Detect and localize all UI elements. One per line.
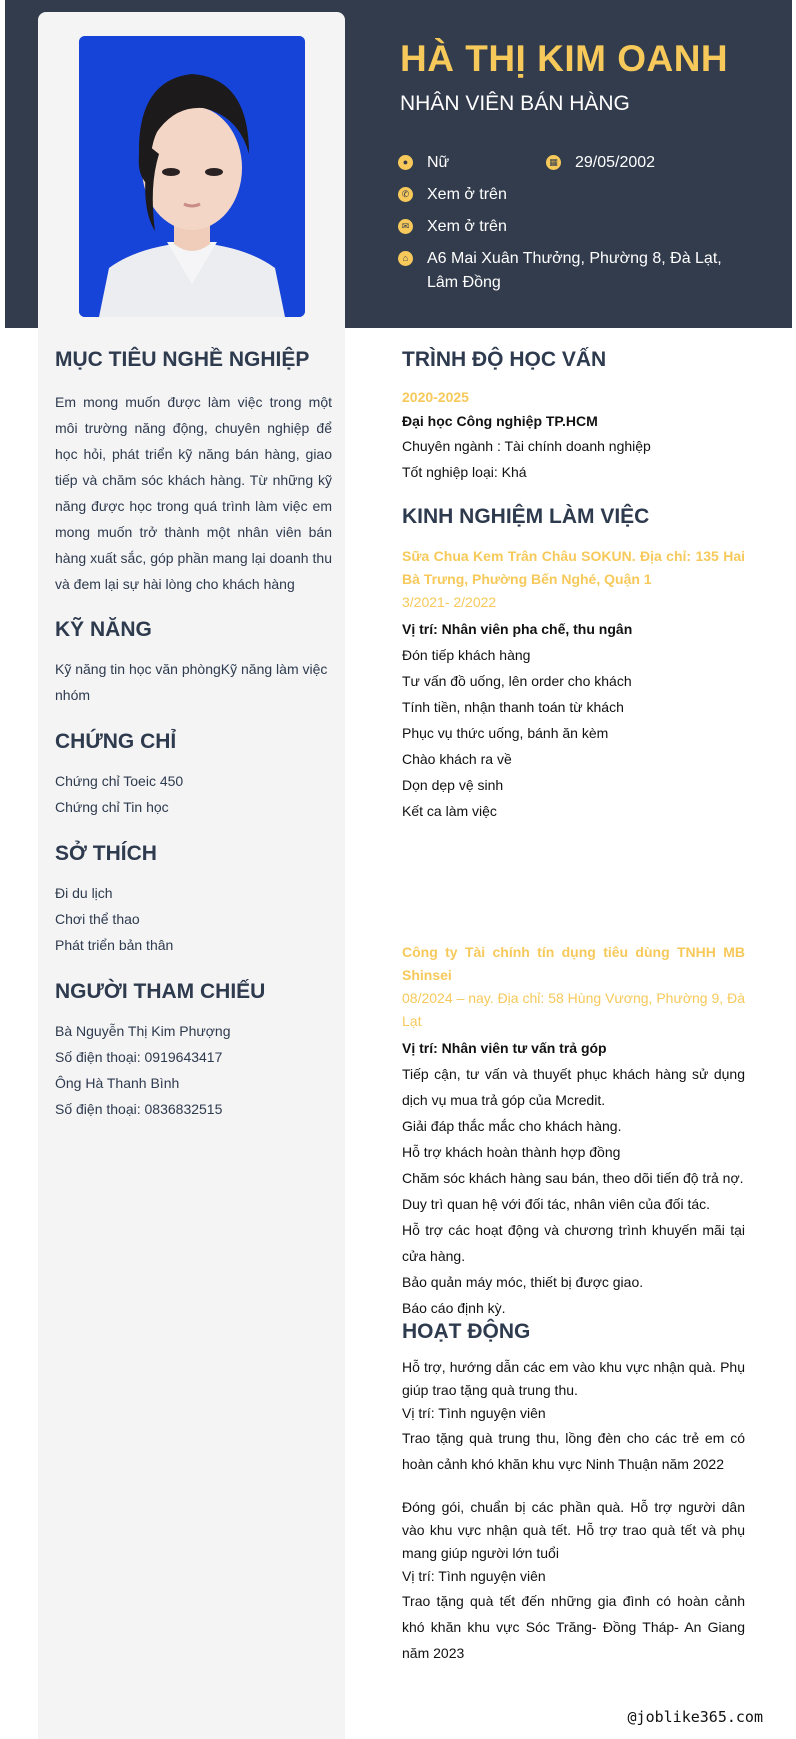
phone-icon: ✆ <box>398 187 413 202</box>
list-item: Ông Hà Thanh Bình <box>55 1075 180 1091</box>
list-item: Bà Nguyễn Thị Kim Phượng <box>55 1023 231 1039</box>
job-period: 3/2021- 2/2022 <box>402 594 497 610</box>
certificates-list <box>55 768 332 820</box>
hobbies-list <box>55 880 332 958</box>
hobbies-title: SỞ THÍCH <box>55 842 157 865</box>
list-item: Số điện thoại: 0836832515 <box>55 1101 223 1117</box>
list-item: Chứng chỉ Tin học <box>55 799 169 815</box>
email-value: Xem ở trên <box>427 218 507 235</box>
education-school: Đại học Công nghiệp TP.HCM <box>402 413 598 429</box>
job-company: Sữa Chua Kem Trân Châu SOKUN. Địa chỉ: 135 Hai Bà Trưng, Phường Bến Nghé, Quận 1 <box>402 548 745 587</box>
activity-detail: Trao tặng quà tết đến những gia đình có hoàn cảnh khó khăn khu vực Sóc Trăng- Đồng Tháp- An Giang năm 2023 <box>402 1593 745 1661</box>
candidate-name: HÀ THỊ KIM OANH <box>400 38 729 79</box>
activities-title: HOẠT ĐỘNG <box>402 1320 531 1343</box>
user-icon: ● <box>398 155 413 170</box>
job-1 <box>402 545 745 824</box>
profile-photo <box>79 36 305 317</box>
list-item: Kết ca làm việc <box>402 803 497 819</box>
home-icon: ⌂ <box>398 251 413 266</box>
list-item: Dọn dẹp vệ sinh <box>402 777 504 793</box>
list-item: Hỗ trợ các hoạt động và chương trình khuyến mãi tại cửa hàng. <box>402 1222 745 1264</box>
list-item: Chơi thể thao <box>55 911 140 927</box>
references-title: NGƯỜI THAM CHIẾU <box>55 980 266 1003</box>
phone-info <box>398 183 507 207</box>
education-details <box>402 409 745 485</box>
activity-position: Vị trí: Tình nguyện viên <box>402 1568 546 1584</box>
list-item: Bảo quản máy móc, thiết bị được giao. <box>402 1274 644 1290</box>
list-item: Duy trì quan hệ với đối tác, nhân viên của đối tác. <box>402 1196 711 1212</box>
objective-text: Em mong muốn được làm việc trong một môi trường năng động, chuyên nghiệp để học hỏi, phát triển kỹ năng bán hàng, giao tiếp và chăm sóc khách hàng. Từ những kỹ năng được học trong quá trình làm việc em mong muốn trở thành một nhân viên bán hàng xuất sắc, góp phần mang lại doanh thu và đem lại sự hài lòng cho khách hàng <box>55 394 332 592</box>
job-position: Vị trí: Nhân viên pha chế, thu ngân <box>402 621 633 637</box>
gender-value: Nữ <box>427 154 450 171</box>
calendar-icon: ▦ <box>546 155 561 170</box>
list-item: Chăm sóc khách hàng sau bán, theo dõi tiến độ trả nợ. <box>402 1170 744 1186</box>
activity-2 <box>402 1496 745 1666</box>
watermark: @joblike365.com <box>627 1708 763 1726</box>
dob-value: 29/05/2002 <box>575 154 656 171</box>
education-title: TRÌNH ĐỘ HỌC VẤN <box>402 348 607 371</box>
list-item: Tính tiền, nhận thanh toán từ khách <box>402 699 624 715</box>
mail-icon: ✉ <box>398 219 413 234</box>
references-list <box>55 1018 332 1122</box>
certificates-title: CHỨNG CHỈ <box>55 730 177 753</box>
list-item: Chào khách ra về <box>402 751 512 767</box>
email-info <box>398 215 507 239</box>
activity-summary: Đóng gói, chuẩn bị các phần quà. Hỗ trợ người dân vào khu vực nhận quà tết. Hỗ trợ trao quà tết và phụ mang giúp người lớn tuổi <box>402 1499 745 1561</box>
skills-title: KỸ NĂNG <box>55 618 152 641</box>
activity-1 <box>402 1356 745 1477</box>
list-item: Báo cáo định kỳ. <box>402 1300 506 1316</box>
list-item: Tiếp cận, tư vấn và thuyết phục khách hàng sử dụng dịch vụ mua trả góp của Mcredit. <box>402 1066 745 1108</box>
list-item: Số điện thoại: 0919643417 <box>55 1049 223 1065</box>
gender-info <box>398 151 449 175</box>
address-value: A6 Mai Xuân Thưởng, Phường 8, Đà Lạt, Lâm Đồng <box>427 250 722 291</box>
list-item: Tư vấn đồ uống, lên order cho khách <box>402 673 632 689</box>
list-item: Đón tiếp khách hàng <box>402 647 531 663</box>
education-grade: Tốt nghiệp loại: Khá <box>402 464 527 480</box>
dob-info <box>546 151 655 175</box>
job-period: 08/2024 – nay. Địa chỉ: 58 Hùng Vương, Phường 9, Đà Lạt <box>402 990 745 1029</box>
experience-title: KINH NGHIỆM LÀM VIỆC <box>402 505 650 528</box>
job-2 <box>402 941 745 1321</box>
list-item: Hỗ trợ khách hoàn thành hợp đồng <box>402 1144 621 1160</box>
job-position: Vị trí: Nhân viên tư vấn trả góp <box>402 1040 607 1056</box>
objective-title: MỤC TIÊU NGHỀ NGHIỆP <box>55 348 310 371</box>
activity-summary: Hỗ trợ, hướng dẫn các em vào khu vực nhận quà. Phụ giúp trao tặng quà trung thu. <box>402 1359 745 1398</box>
list-item: Phát triển bản thân <box>55 937 174 953</box>
activity-position: Vị trí: Tình nguyện viên <box>402 1405 546 1421</box>
job-company: Công ty Tài chính tín dụng tiêu dùng TNHH MB Shinsei <box>402 944 745 983</box>
activity-detail: Trao tặng quà trung thu, lồng đèn cho các trẻ em có hoàn cảnh khó khăn khu vực Ninh Thuận năm 2022 <box>402 1430 745 1472</box>
skills-text: Kỹ năng tin học văn phòngKỹ năng làm việc nhóm <box>55 661 328 703</box>
list-item: Chứng chỉ Toeic 450 <box>55 773 184 789</box>
list-item: Giải đáp thắc mắc cho khách hàng. <box>402 1118 622 1134</box>
address-info <box>398 247 748 295</box>
education-major: Chuyên ngành : Tài chính doanh nghiệp <box>402 438 651 454</box>
education-years: 2020-2025 <box>402 389 469 405</box>
candidate-role: NHÂN VIÊN BÁN HÀNG <box>400 92 630 115</box>
list-item: Đi du lịch <box>55 885 113 901</box>
phone-value: Xem ở trên <box>427 186 507 203</box>
list-item: Phục vụ thức uống, bánh ăn kèm <box>402 725 609 741</box>
